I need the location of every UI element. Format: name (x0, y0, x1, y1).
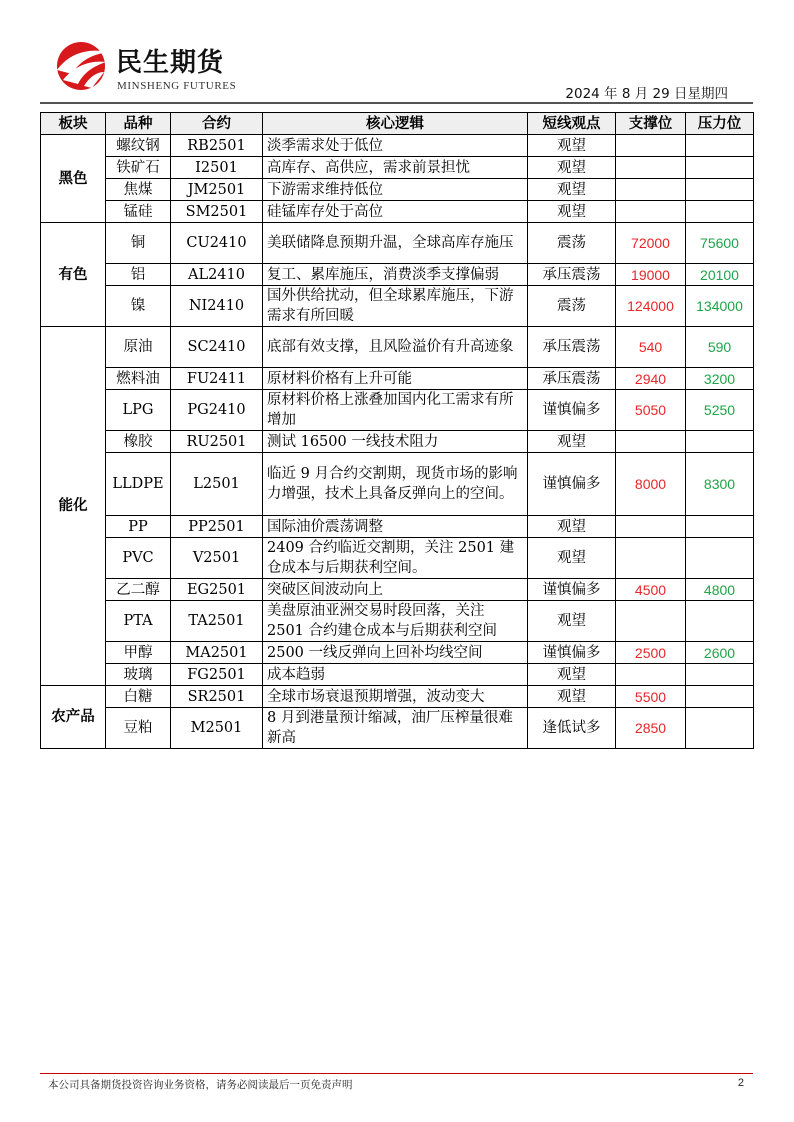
table-row (41, 135, 754, 157)
table-row (41, 516, 754, 538)
view-cell: 震荡 (528, 286, 616, 327)
support-cell: 124000 (616, 286, 686, 327)
view-cell: 谨慎偏多 (528, 453, 616, 516)
logic-cell: 突破区间波动向上 (263, 579, 528, 601)
resistance-cell: 5250 (686, 390, 754, 431)
view-cell: 承压震荡 (528, 327, 616, 368)
view-cell: 承压震荡 (528, 264, 616, 286)
support-cell: 4500 (616, 579, 686, 601)
logic-cell: 淡季需求处于低位 (263, 135, 528, 157)
view-cell: 观望 (528, 135, 616, 157)
support-cell (616, 664, 686, 686)
logic-cell: 美联储降息预期升温，全球高库存施压 (263, 223, 528, 264)
table-row (41, 223, 754, 264)
header-sector: 板块 (41, 113, 106, 135)
contract-cell: SR2501 (171, 686, 263, 708)
resistance-cell: 2600 (686, 642, 754, 664)
contract-cell: RU2501 (171, 431, 263, 453)
contract-cell: AL2410 (171, 264, 263, 286)
support-cell: 2500 (616, 642, 686, 664)
table-row (41, 642, 754, 664)
resistance-cell: 590 (686, 327, 754, 368)
resistance-cell: 3200 (686, 368, 754, 390)
view-cell: 观望 (528, 201, 616, 223)
product-cell: 螺纹钢 (106, 135, 171, 157)
table-row (41, 368, 754, 390)
support-cell (616, 431, 686, 453)
logic-cell: 临近 9 月合约交割期，现货市场的影响力增强，技术上具备反弹向上的空间。 (263, 453, 528, 516)
product-cell: 乙二醇 (106, 579, 171, 601)
table-row (41, 157, 754, 179)
futures-view-table (40, 112, 754, 749)
support-cell (616, 201, 686, 223)
support-cell: 72000 (616, 223, 686, 264)
table-row (41, 264, 754, 286)
resistance-cell (686, 135, 754, 157)
resistance-cell (686, 201, 754, 223)
support-cell: 2850 (616, 708, 686, 749)
logic-cell: 8 月到港量预计缩减，油厂压榨量很难新高 (263, 708, 528, 749)
resistance-cell: 75600 (686, 223, 754, 264)
logic-cell: 2500 一线反弹向上回补均线空间 (263, 642, 528, 664)
view-cell: 观望 (528, 686, 616, 708)
support-cell (616, 179, 686, 201)
support-cell: 2940 (616, 368, 686, 390)
product-cell: 锰硅 (106, 201, 171, 223)
table-row (41, 179, 754, 201)
table-row (41, 708, 754, 749)
table-row (41, 201, 754, 223)
product-cell: PTA (106, 601, 171, 642)
support-cell (616, 516, 686, 538)
header-support: 支撑位 (616, 113, 686, 135)
product-cell: 白糖 (106, 686, 171, 708)
support-cell (616, 135, 686, 157)
product-cell: PP (106, 516, 171, 538)
product-cell: 燃料油 (106, 368, 171, 390)
table-row (41, 286, 754, 327)
table-row (41, 579, 754, 601)
resistance-cell (686, 179, 754, 201)
resistance-cell: 20100 (686, 264, 754, 286)
logic-cell: 高库存、高供应，需求前景担忧 (263, 157, 528, 179)
header-divider (40, 102, 753, 104)
support-cell: 19000 (616, 264, 686, 286)
product-cell: 原油 (106, 327, 171, 368)
product-cell: 镍 (106, 286, 171, 327)
table-row (41, 327, 754, 368)
view-cell: 观望 (528, 664, 616, 686)
header-logic: 核心逻辑 (263, 113, 528, 135)
logic-cell: 全球市场衰退预期增强，波动变大 (263, 686, 528, 708)
view-cell: 逢低试多 (528, 708, 616, 749)
product-cell: 玻璃 (106, 664, 171, 686)
contract-cell: CU2410 (171, 223, 263, 264)
logic-cell: 底部有效支撑，且风险溢价有升高迹象 (263, 327, 528, 368)
logic-cell: 美盘原油亚洲交易时段回落，关注 2501 合约建仓成本与后期获利空间 (263, 601, 528, 642)
page-number: 2 (737, 1077, 744, 1089)
table-row (41, 686, 754, 708)
contract-cell: M2501 (171, 708, 263, 749)
product-cell: 甲醇 (106, 642, 171, 664)
support-cell (616, 601, 686, 642)
contract-cell: PP2501 (171, 516, 263, 538)
product-cell: 铁矿石 (106, 157, 171, 179)
logic-cell: 成本趋弱 (263, 664, 528, 686)
support-cell: 540 (616, 327, 686, 368)
logic-cell: 复工、累库施压，消费淡季支撑偏弱 (263, 264, 528, 286)
sector-cell: 有色 (41, 223, 106, 327)
contract-cell: L2501 (171, 453, 263, 516)
resistance-cell (686, 431, 754, 453)
support-cell: 5050 (616, 390, 686, 431)
logic-cell: 原材料价格上涨叠加国内化工需求有所增加 (263, 390, 528, 431)
table-row (41, 664, 754, 686)
table-row (41, 390, 754, 431)
contract-cell: EG2501 (171, 579, 263, 601)
table-row (41, 431, 754, 453)
contract-cell: SM2501 (171, 201, 263, 223)
logic-cell: 国外供给扰动，但全球累库施压，下游需求有所回暖 (263, 286, 528, 327)
product-cell: LLDPE (106, 453, 171, 516)
product-cell: LPG (106, 390, 171, 431)
contract-cell: PG2410 (171, 390, 263, 431)
logic-cell: 原材料价格有上升可能 (263, 368, 528, 390)
view-cell: 观望 (528, 538, 616, 579)
footer-divider (40, 1073, 753, 1074)
resistance-cell (686, 686, 754, 708)
view-cell: 观望 (528, 157, 616, 179)
support-cell (616, 538, 686, 579)
contract-cell: I2501 (171, 157, 263, 179)
footer-disclaimer: 本公司具备期货投资咨询业务资格，请务必阅读最后一页免责声明 (48, 1079, 353, 1091)
view-cell: 观望 (528, 431, 616, 453)
resistance-cell (686, 708, 754, 749)
resistance-cell (686, 664, 754, 686)
view-cell: 观望 (528, 179, 616, 201)
table-row (41, 538, 754, 579)
contract-cell: SC2410 (171, 327, 263, 368)
support-cell: 8000 (616, 453, 686, 516)
sector-cell: 黑色 (41, 135, 106, 223)
table-row (41, 601, 754, 642)
contract-cell: FU2411 (171, 368, 263, 390)
report-date: 2024 年 8 月 29 日星期四 (565, 86, 728, 102)
product-cell: 橡胶 (106, 431, 171, 453)
header-product: 品种 (106, 113, 171, 135)
resistance-cell: 8300 (686, 453, 754, 516)
contract-cell: V2501 (171, 538, 263, 579)
support-cell (616, 157, 686, 179)
product-cell: PVC (106, 538, 171, 579)
product-cell: 铜 (106, 223, 171, 264)
view-cell: 谨慎偏多 (528, 579, 616, 601)
logic-cell: 2409 合约临近交割期，关注 2501 建仓成本与后期获利空间。 (263, 538, 528, 579)
logic-cell: 国际油价震荡调整 (263, 516, 528, 538)
resistance-cell (686, 538, 754, 579)
resistance-cell (686, 601, 754, 642)
page-header (0, 0, 794, 110)
product-cell: 焦煤 (106, 179, 171, 201)
sector-cell: 能化 (41, 327, 106, 686)
logic-cell: 下游需求维持低位 (263, 179, 528, 201)
view-cell: 承压震荡 (528, 368, 616, 390)
view-cell: 谨慎偏多 (528, 390, 616, 431)
logic-cell: 测试 16500 一线技术阻力 (263, 431, 528, 453)
contract-cell: TA2501 (171, 601, 263, 642)
resistance-cell: 4800 (686, 579, 754, 601)
header-contract: 合约 (171, 113, 263, 135)
contract-cell: RB2501 (171, 135, 263, 157)
header-view: 短线观点 (528, 113, 616, 135)
header-resistance: 压力位 (686, 113, 754, 135)
support-cell: 5500 (616, 686, 686, 708)
table-header-row (41, 113, 754, 135)
product-cell: 豆粕 (106, 708, 171, 749)
view-cell: 震荡 (528, 223, 616, 264)
contract-cell: JM2501 (171, 179, 263, 201)
minsheng-logo-icon (50, 40, 112, 92)
view-cell: 观望 (528, 601, 616, 642)
table-row (41, 453, 754, 516)
sector-cell: 农产品 (41, 686, 106, 749)
contract-cell: FG2501 (171, 664, 263, 686)
company-name-en: MINSHENG FUTURES (117, 80, 237, 92)
view-cell: 谨慎偏多 (528, 642, 616, 664)
logic-cell: 硅锰库存处于高位 (263, 201, 528, 223)
contract-cell: MA2501 (171, 642, 263, 664)
resistance-cell: 134000 (686, 286, 754, 327)
product-cell: 铝 (106, 264, 171, 286)
contract-cell: NI2410 (171, 286, 263, 327)
resistance-cell (686, 157, 754, 179)
view-cell: 观望 (528, 516, 616, 538)
resistance-cell (686, 516, 754, 538)
company-name-cn: 民生期货 (116, 48, 225, 78)
